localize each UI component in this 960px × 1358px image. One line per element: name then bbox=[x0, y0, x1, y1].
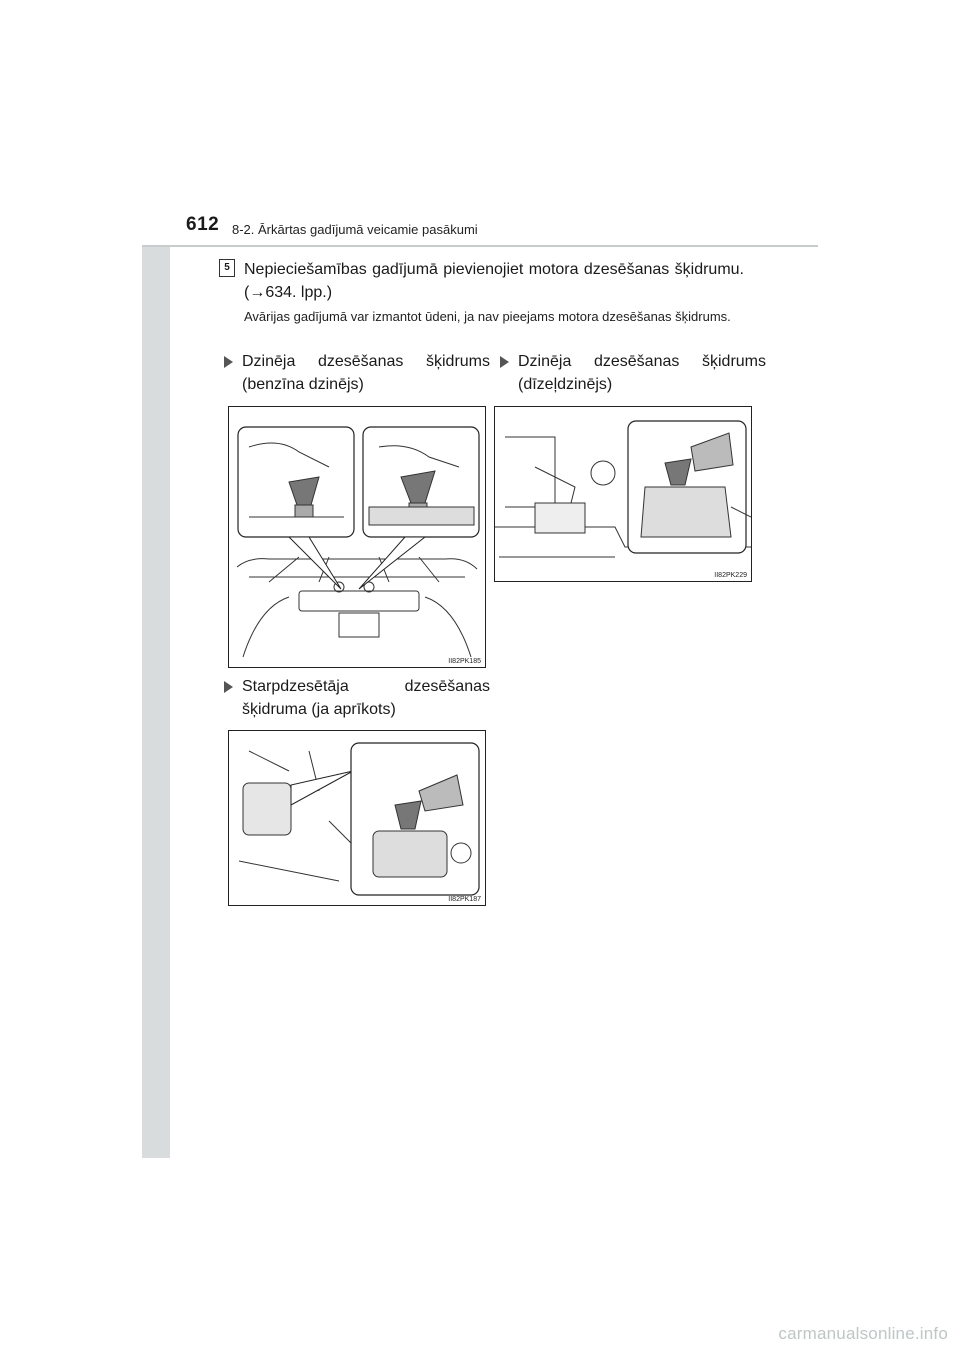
triangle-bullet-icon bbox=[224, 681, 233, 693]
triangle-bullet-icon bbox=[224, 356, 233, 368]
engine-bay-illustration bbox=[229, 407, 485, 667]
item-petrol-coolant bbox=[224, 350, 490, 396]
step-number-box: 5 bbox=[219, 259, 235, 277]
side-margin-bar bbox=[142, 200, 170, 1158]
engine-bay-illustration bbox=[229, 731, 485, 905]
figure-code: II82PK229 bbox=[714, 572, 747, 579]
item-intercooler-coolant bbox=[224, 675, 490, 721]
step-note: Avārijas gadījumā var izmantot ūdeni, ja nav pieejams motora dzesēšanas šķidrums. bbox=[244, 309, 731, 324]
section-title: 8-2. Ārkārtas gadījumā veicamie pasākumi bbox=[232, 222, 478, 237]
header-rule bbox=[142, 245, 818, 247]
figure-diesel-engine bbox=[494, 406, 752, 582]
item-label: Dzinēja dzesēšanas šķidrums (benzīna dzinējs) bbox=[242, 353, 490, 393]
step-text: Nepieciešamības gadījumā pievienojiet motora dzesēšanas šķidrumu. (→634. lpp.) bbox=[244, 261, 744, 301]
triangle-bullet-icon bbox=[500, 356, 509, 368]
item-diesel-coolant bbox=[500, 350, 766, 396]
engine-bay-illustration bbox=[495, 407, 751, 581]
figure-code: II82PK187 bbox=[448, 896, 481, 903]
item-label: Dzinēja dzesēšanas šķidrums (dīzeļdzinējs) bbox=[518, 353, 766, 393]
figure-petrol-engine bbox=[228, 406, 486, 668]
figure-intercooler bbox=[228, 730, 486, 906]
watermark: carmanualsonline.info bbox=[778, 1324, 948, 1343]
figure-code: II82PK185 bbox=[448, 658, 481, 665]
page-number: 612 bbox=[186, 214, 220, 235]
item-label: Starpdzesētāja dzesēšanas šķidruma (ja aprīkots) bbox=[242, 678, 490, 718]
